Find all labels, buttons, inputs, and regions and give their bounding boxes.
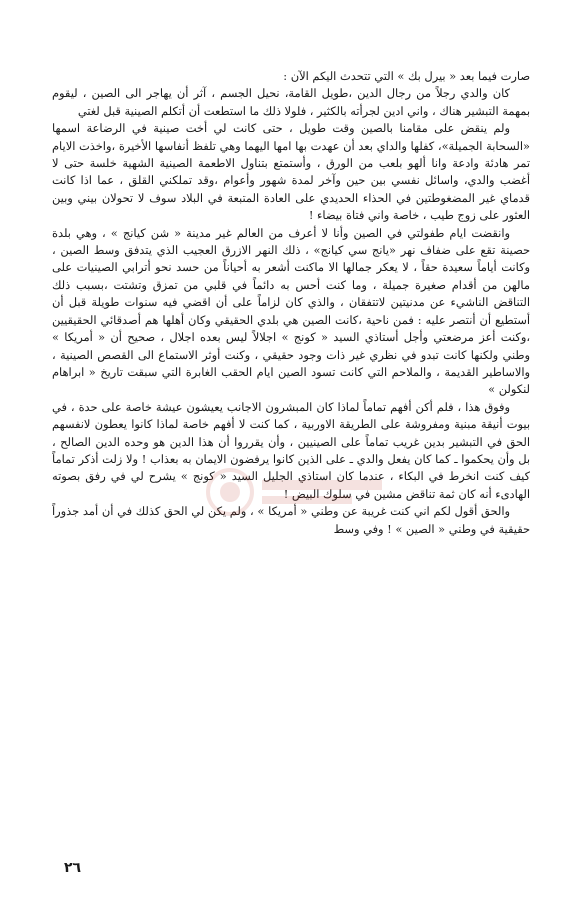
paragraph: وانقضت ايام طفولتي في الصين وأنا لا أعرف من العالم غير مدينة « شن كيانج » ، وهي بلدة حصينة تقع على ضفاف نهر «يانج سي كيانج» ، ذلك النهر الازرق العجيب الذي يتدفق وسط الصين ، وكانت أياماً سعيدة حقاً ، لا يعكر جمالها الا ماكنت أشعر به أحياناً من حسد نحو أترابي الصينيات على مالهن من أقدام صغيرة جميلة ، وما كنت أحس به دائماً في قلبي من تمزق وتشتت ،بسبب ذلك التناقض الناشيء عن مدنيتين لاتتفقان ، والذي كان لزاماً على أن اقضي فيه سنوات طويلة قبل أن أستطيع أن أنتصر عليه : فمن ناحية ،كانت الصين هي بلدي الحقيقي وكان أهلها هم أصدقائي الحقيقيين ،وكنت أعز مرضعتي وأجل أستاذي السيد « كونج » اجلالاً ليس بعده اجلال ، صحيح أن « أمريكا » وطني ولكنها كانت تبدو في نظري غير ذات وجود حقيقي ، وكنت أوثر الاستماع الى القصص الصينية ، والاساطير القديمة ، والملاحم التي كانت تسود الصين ايام الحقب الغابرة التي سبقت تاريخ « ابراهام لنكولن » <box>52 225 530 397</box>
paragraph: صارت فيما بعد « بيرل بك » التي تتحدث اليكم الآن : <box>283 69 530 83</box>
paragraph: كان والدي رجلاً من رجال الدين ،طويل القامة، نحيل الجسم ، آثر أن يهاجر الى الصين ، ليقوم بمهمة التبشير هناك ، واني ادين لجرأته بالكثير ، فلولا ذلك ما استطعت أن أتكلم الصينية قبل لغتي <box>52 86 530 118</box>
book-page-text <box>52 68 530 868</box>
paragraph: والحق أقول لكم اني كنت غريبة عن وطني « أمريكا » ، ولم يكن لي الحق كذلك في أن أمد جذوراً حقيقية في وطني « الصين » ! وفي وسط <box>52 504 530 536</box>
page-number: ٢٦ <box>64 860 82 876</box>
paragraph: ولم ينقض على مقامنا بالصين وقت طويل ، حتى كانت لي أخت صينية في الرضاعة اسمها «السحابة الجميلة»، كفلها والداي بعد أن عهدت بها امها اليهما وهي تلفظ أنفاسها الأخيرة ،واخذت الايام تمر هادئة وادعة وانا ألهو بلعب من الورق ، وأستمتع بتناول الاطعمة الصينية الشهية خلسة حتى لا أغضب والدي، واسائل نفسي بين حين وآخر لمدة شهور وأعوام ،وقد تملكني القلق ، عما اذا كانت قدماي غير المضغوطتين في الحذاء الحديدي على العادة المتبعة في البلاد سوف لا تحولان بيني وبين العثور على زوج طيب ، خاصة واني فتاة بيضاء ! <box>52 121 530 223</box>
paragraph: وفوق هذا ، فلم أكن أفهم تماماً لماذا كان المبشرون الاجانب يعيشون عيشة خاصة على حدة ، في بيوت أنيقة مبنية ومفروشة على الطريقة الاوربية ، كما كنت لا أفهم خاصة لماذا كانوا يعطون لانفسهم الحق في التبشير بدين غريب تماماً على الصينيين ، وأن يقرروا أن هذا الدين هو وحده الدين الصالح ، بل وأن يحكموا ـ كما كان يفعل والدي ـ على الذين كانوا يرفضون الايمان به بعذاب ! ولا زلت أذكر تماماً كيف كنت انخرط في البكاء ، عندما كان استاذي الجليل السيد « كونج » يشرح لي في رفق بصوته الهادىء أنه كان ثمة تناقض مشين في سلوك البيض ! <box>52 399 530 501</box>
